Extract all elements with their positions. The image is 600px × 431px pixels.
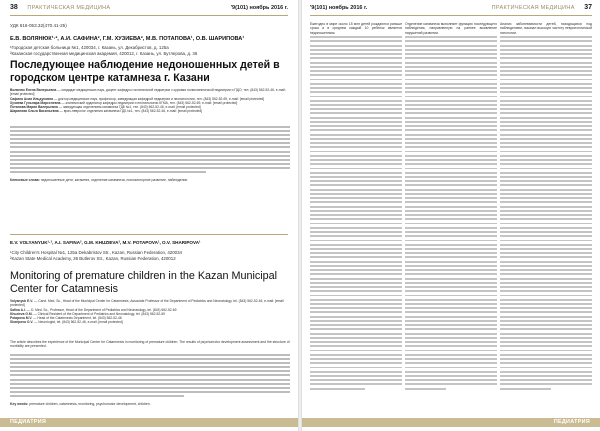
column-3-text — [500, 36, 592, 389]
left-journal-name: ПРАКТИЧЕСКАЯ МЕДИЦИНА — [27, 5, 111, 11]
authors-ru: Е.В. ВОЛЯНЮК¹·², А.И. САФИНА², Г.М. ХУЗИЕВА², М.В. ПОТАПОВА¹, О.В. ШАРИПОВА¹ — [10, 36, 245, 42]
author-detail: Potapova M.V. — Head of the Catamnesis Department, tel. (843) 562-52-46 — [10, 316, 122, 321]
left-issue-text: '9(101) ноябрь 2016 г. — [230, 5, 288, 11]
left-page-number: 38 — [10, 4, 18, 11]
column-2-text — [405, 36, 497, 389]
affiliation-en-2: ²Kazan State Medical Academy, 36 Butlerov Str., Kazan, Russian Federation, 420012 — [10, 256, 176, 261]
author-detail: Шарипова Ольга Васильевна — врач-невролог отделения катамнеза ГДБ №1, тел. (843) 562-52-46, e-mail: [email protected] — [10, 109, 203, 114]
author-detail: Safina A.I. — D. Med. Sc., Professor, Head of the Department of Pediatrics and Neonatology, tel. (843) 562-52-69 — [10, 307, 177, 312]
affiliation-ru-1: ¹Городская детская больница №1, 420034, г. Казань, ул. Декабристов, д. 125а — [10, 45, 169, 50]
author-details-ru — [10, 88, 290, 114]
keywords-ru: Ключевые слова: недоношенные дети, катамнез, отделение катамнеза, психомоторное развитие, наблюдение. — [10, 178, 189, 182]
right-issue-label — [310, 3, 367, 13]
right-footer-bar — [302, 418, 600, 427]
abstract-en-body — [10, 354, 290, 399]
author-detail: Сафина Асия Ильдусовна — доктор медицинских наук, профессор, заведующая кафедрой педиатрии и неонатологии, тел. (843) 562-52-69, e-mail: [email protected] — [10, 96, 265, 101]
affiliation-en-1: ¹City Children's Hospital №1, 125a Dekabristov Str., Kazan, Russian Federation, 420034 — [10, 250, 182, 255]
left-footer-bar — [0, 418, 298, 427]
author-detail: Volyanyuk E.V. — Cand. Med. Sc., Head of the Municipal Center for Catamnesis, Associate Professor of the Department of Pediatrics and Neonatology, tel. (843) 562-52-46, e-mail: [email protected] — [10, 299, 284, 308]
article-title-ru: Последующее наблюдение недоношенных детей в городском центре катамнеза г. Казани — [10, 59, 280, 84]
column-1-text — [310, 36, 402, 389]
right-footer-text: ПЕДИАТРИЯ — [553, 419, 590, 425]
author-detail: Потапова Мария Валерьевна — заведующая отделением катамнеза ГДБ №1, тел. (843) 562-52-46, e-mail: [email protected] — [10, 105, 201, 110]
right-journal-name: ПРАКТИЧЕСКАЯ МЕДИЦИНА — [491, 5, 575, 11]
body-column-2 — [405, 22, 497, 392]
author-detail: Sharipova O.V. — Neurologist, tel. (843) 562-52-46, e-mail: [email protected] — [10, 320, 123, 325]
udk-code: УДК 616-053.32(470.41-25) — [10, 23, 67, 28]
body-column-3 — [500, 22, 592, 392]
author-detail: Хузиева Гульнара Марселевна — клинический ординатор кафедры педиатрии и неонатологии КГМА, тел. (843) 562-52-69, e-mail: [email protected] — [10, 100, 238, 105]
article-title-en: Monitoring of premature children in the Kazan Municipal Center for Catamnesis — [10, 270, 278, 295]
left-page — [0, 0, 298, 431]
left-footer-text: ПЕДИАТРИЯ — [10, 419, 47, 425]
section-rule — [10, 234, 288, 235]
right-header-rule — [310, 15, 592, 16]
keywords-en: Key words: premature children, catamnesis, monitoring, psychomotor development, children. — [10, 402, 151, 406]
author-detail: Khuzieva G.M. — Clinical Resident of the Department of Pediatrics and Neonatology, tel. (843) 562-52-69 — [10, 311, 165, 316]
abstract-ru-body — [10, 126, 290, 175]
left-issue-label — [231, 3, 288, 13]
right-running-header — [492, 3, 592, 13]
right-issue-text: '9(101) ноябрь 2016 г. — [310, 5, 368, 11]
column-1-intro: Ежегодно в мире около 15 млн детей рождаются раньше срока и в среднем каждый 10 ребенок является недоношенным. — [310, 22, 402, 35]
authors-en: E.V. VOLYANYUK¹·², A.I. SAFINA², G.M. KHUZIEVA², M.V. POTAPOVA¹, O.V. SHARIPOVA¹ — [10, 240, 201, 245]
left-header-rule — [10, 15, 288, 16]
body-column-1 — [310, 22, 402, 392]
left-running-header — [10, 3, 110, 13]
author-detail: Волянюк Елена Валерьевна — кандидат медицинских наук, доцент кафедры госпитальной педиатрии с курсами поликлинической педиатрии и ПДО, тел. (843) 562-52-46, e-mail: [email protected] — [10, 88, 286, 97]
column-3-intro: Анализ заболеваемости детей, находящихся под наблюдением, показал высокую частоту неврологической патологии. — [500, 22, 592, 35]
affiliation-ru-2: ²Казанская государственная медицинская академия, 420012, г. Казань, ул. Бутлерова, д. 36 — [10, 51, 198, 56]
right-page-number: 37 — [584, 4, 592, 11]
author-details-en — [10, 299, 290, 325]
right-page — [302, 0, 600, 431]
abstract-en: The article describes the experience of the Municipal Center for Catamnesis in monitoring of premature children. The results of psychomotor development assessment and the structure of morbidity are presented. — [10, 340, 290, 349]
column-2-intro: Отделение катамнеза выполняет функцию последующего наблюдения, направленную на раннее выявление нарушений развития. — [405, 22, 497, 35]
